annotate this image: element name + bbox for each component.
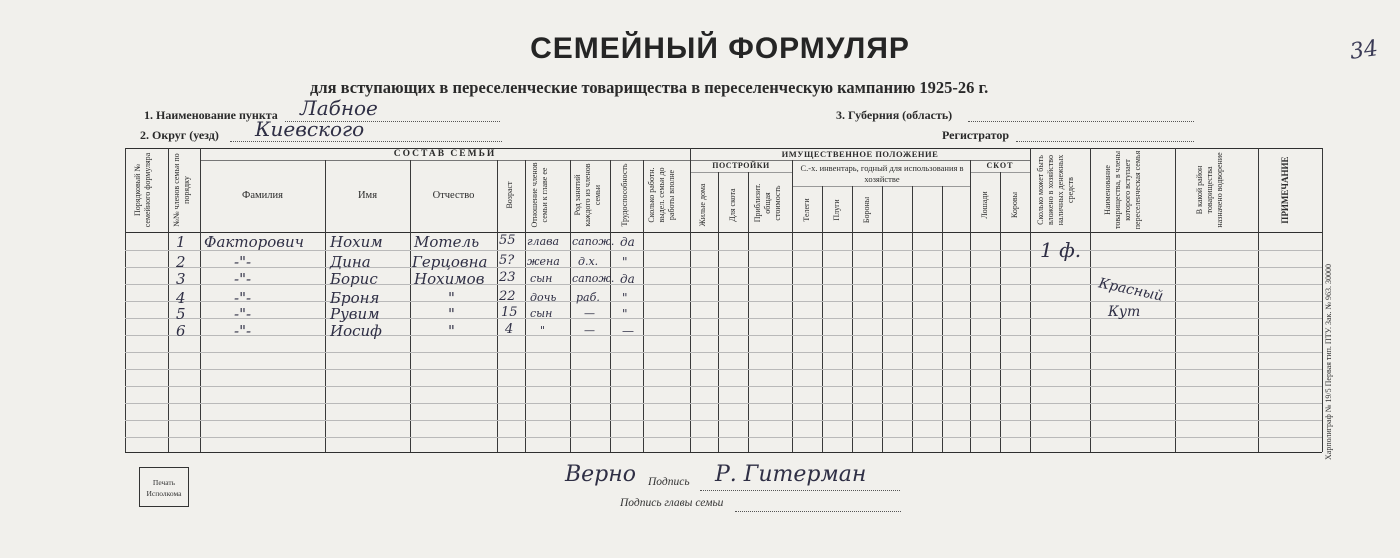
header-region: В какой район товарищества назначено водворение xyxy=(1195,152,1224,228)
cell-partnership-1: Красный xyxy=(1097,275,1165,305)
header-carts: Телеги xyxy=(802,198,811,222)
cell-surname: -"- xyxy=(234,289,252,307)
header-harrows: Бороны xyxy=(862,196,871,224)
cell-relation: сын xyxy=(530,272,553,285)
cell-work: — xyxy=(622,324,634,338)
header-ordinal-form: Порядковый № семейного формуляра xyxy=(133,152,152,228)
header-family-group: СОСТАВ СЕМЬИ xyxy=(393,149,497,159)
cell-occupation: раб. xyxy=(576,291,600,304)
header-livestock-bld: Для скота xyxy=(728,188,737,222)
cell-surname: -"- xyxy=(234,270,252,288)
header-buildings-group: ПОСТРОЙКИ xyxy=(712,161,770,170)
cell-cash: 1 ф. xyxy=(1040,238,1082,262)
header-cash: Сколько может быть вложено в хозяйство наличных денежных средств xyxy=(1036,154,1075,226)
registrar-label: Регистратор xyxy=(942,128,1010,142)
cell-name: Рувим xyxy=(330,305,380,323)
cell-surname: -"- xyxy=(234,253,252,271)
cell-occupation: сапож. xyxy=(572,272,615,285)
header-age: Возраст xyxy=(505,181,514,209)
header-workability: Трудоспособность xyxy=(620,163,629,227)
header-livestock-group: СКОТ xyxy=(986,161,1014,170)
cell-name: Нохим xyxy=(330,233,383,251)
page-number: 34 xyxy=(1348,36,1380,65)
cell-relation: глава xyxy=(527,235,560,248)
cell-age: 55 xyxy=(499,233,516,248)
header-notes: ПРИМЕЧАНИЕ xyxy=(1280,156,1290,224)
district-value: Киевского xyxy=(255,117,365,141)
cell-work: да xyxy=(620,235,635,249)
cell-num: 6 xyxy=(176,322,186,340)
signature-value: Р. Гитерман xyxy=(715,462,867,487)
cell-name: Иосиф xyxy=(330,322,382,340)
cell-surname: -"- xyxy=(234,305,252,323)
cell-age: 23 xyxy=(499,270,516,285)
district-label: 2. Округ (уезд) xyxy=(140,128,219,142)
header-houses: Жилые дома xyxy=(698,183,707,227)
form-subtitle: для вступающих в переселенческие товарищества в переселенческую кампанию 1925-26 г. xyxy=(310,78,989,97)
cell-age: 4 xyxy=(505,322,514,337)
header-occupation: Род занятий каждого из членов семьи xyxy=(573,163,602,227)
cell-patronymic: Герцовна xyxy=(412,253,488,271)
cell-num: 2 xyxy=(176,253,186,271)
cell-name: Дина xyxy=(330,253,371,271)
cell-num: 3 xyxy=(176,270,186,288)
signature-label: Подпись xyxy=(648,476,690,488)
form-title: СЕМЕЙНЫЙ ФОРМУЛЯР xyxy=(530,32,910,65)
header-cows: Коровы xyxy=(1010,191,1019,219)
header-partnership-name: Наименование товарищества, в члены которого вступает переселенческая семья xyxy=(1103,150,1142,230)
cell-num: 4 xyxy=(176,289,186,307)
cell-name: Броня xyxy=(330,289,380,307)
cell-num: 1 xyxy=(176,233,186,251)
header-ploughs: Плуги xyxy=(832,199,841,221)
cell-relation: дочь xyxy=(530,291,557,304)
header-name: Имя xyxy=(357,190,378,201)
cell-patronymic: " xyxy=(448,322,455,340)
cell-occupation: д.х. xyxy=(578,255,599,268)
header-patronymic: Отчество xyxy=(432,190,475,201)
header-work-absence: Сколько работн. выдел. семьи до работы вполне xyxy=(647,167,676,223)
cell-patronymic: Нохимов xyxy=(414,270,485,288)
province-dots xyxy=(968,120,1194,122)
cell-age: 15 xyxy=(501,305,518,320)
registrar-dots xyxy=(1016,140,1194,142)
head-signature-dots xyxy=(735,510,901,512)
head-signature-label: Подпись главы семьи xyxy=(620,497,724,509)
point-label: 1. Наименование пункта xyxy=(144,108,278,122)
cell-relation: " xyxy=(540,324,546,337)
cell-partnership-2: Кут xyxy=(1108,304,1141,320)
header-property-group: ИМУЩЕСТВЕННОЕ ПОЛОЖЕНИЕ xyxy=(781,149,939,159)
cell-surname: Факторович xyxy=(204,233,304,251)
cell-work: да xyxy=(620,272,635,286)
header-surname: Фамилия xyxy=(242,190,283,201)
cell-patronymic: " xyxy=(448,289,455,307)
cell-surname: -"- xyxy=(234,322,252,340)
cell-occupation: сапож. xyxy=(572,235,615,248)
cell-occupation: — xyxy=(584,324,595,337)
point-value: Лабное xyxy=(300,96,378,120)
province-label: 3. Губерния (область) xyxy=(836,108,953,122)
cell-relation: сын xyxy=(530,307,553,320)
header-approx-value: Приблизит. общая стоимость xyxy=(753,183,782,223)
cell-work: " xyxy=(622,307,628,321)
cell-occupation: — xyxy=(584,307,595,320)
verified-note: Верно xyxy=(565,462,637,487)
header-horses: Лошади xyxy=(980,191,989,219)
cell-relation: жена xyxy=(527,255,560,268)
header-inventory-group: С.-х. инвентарь, годный для использования в хозяйстве xyxy=(800,163,964,184)
cell-age: 22 xyxy=(499,289,516,304)
cell-age: 5? xyxy=(499,253,515,268)
signature-dots xyxy=(700,489,900,491)
cell-patronymic: Мотель xyxy=(414,233,480,251)
cell-work: " xyxy=(622,291,628,305)
printer-note: Харполиграф № 19/5 Первая тип. ПТУ. Зак. № 963. 30000 xyxy=(1324,263,1333,460)
cell-patronymic: " xyxy=(448,305,455,323)
header-member-num: №№ членов семьи по порядку xyxy=(172,153,191,227)
cell-num: 5 xyxy=(176,305,186,323)
header-relation: Отношение членов семьи к главе ее xyxy=(530,162,549,228)
stamp-box: Печать Исполкома xyxy=(139,467,189,507)
cell-work: " xyxy=(622,255,628,269)
cell-name: Борис xyxy=(330,270,378,288)
